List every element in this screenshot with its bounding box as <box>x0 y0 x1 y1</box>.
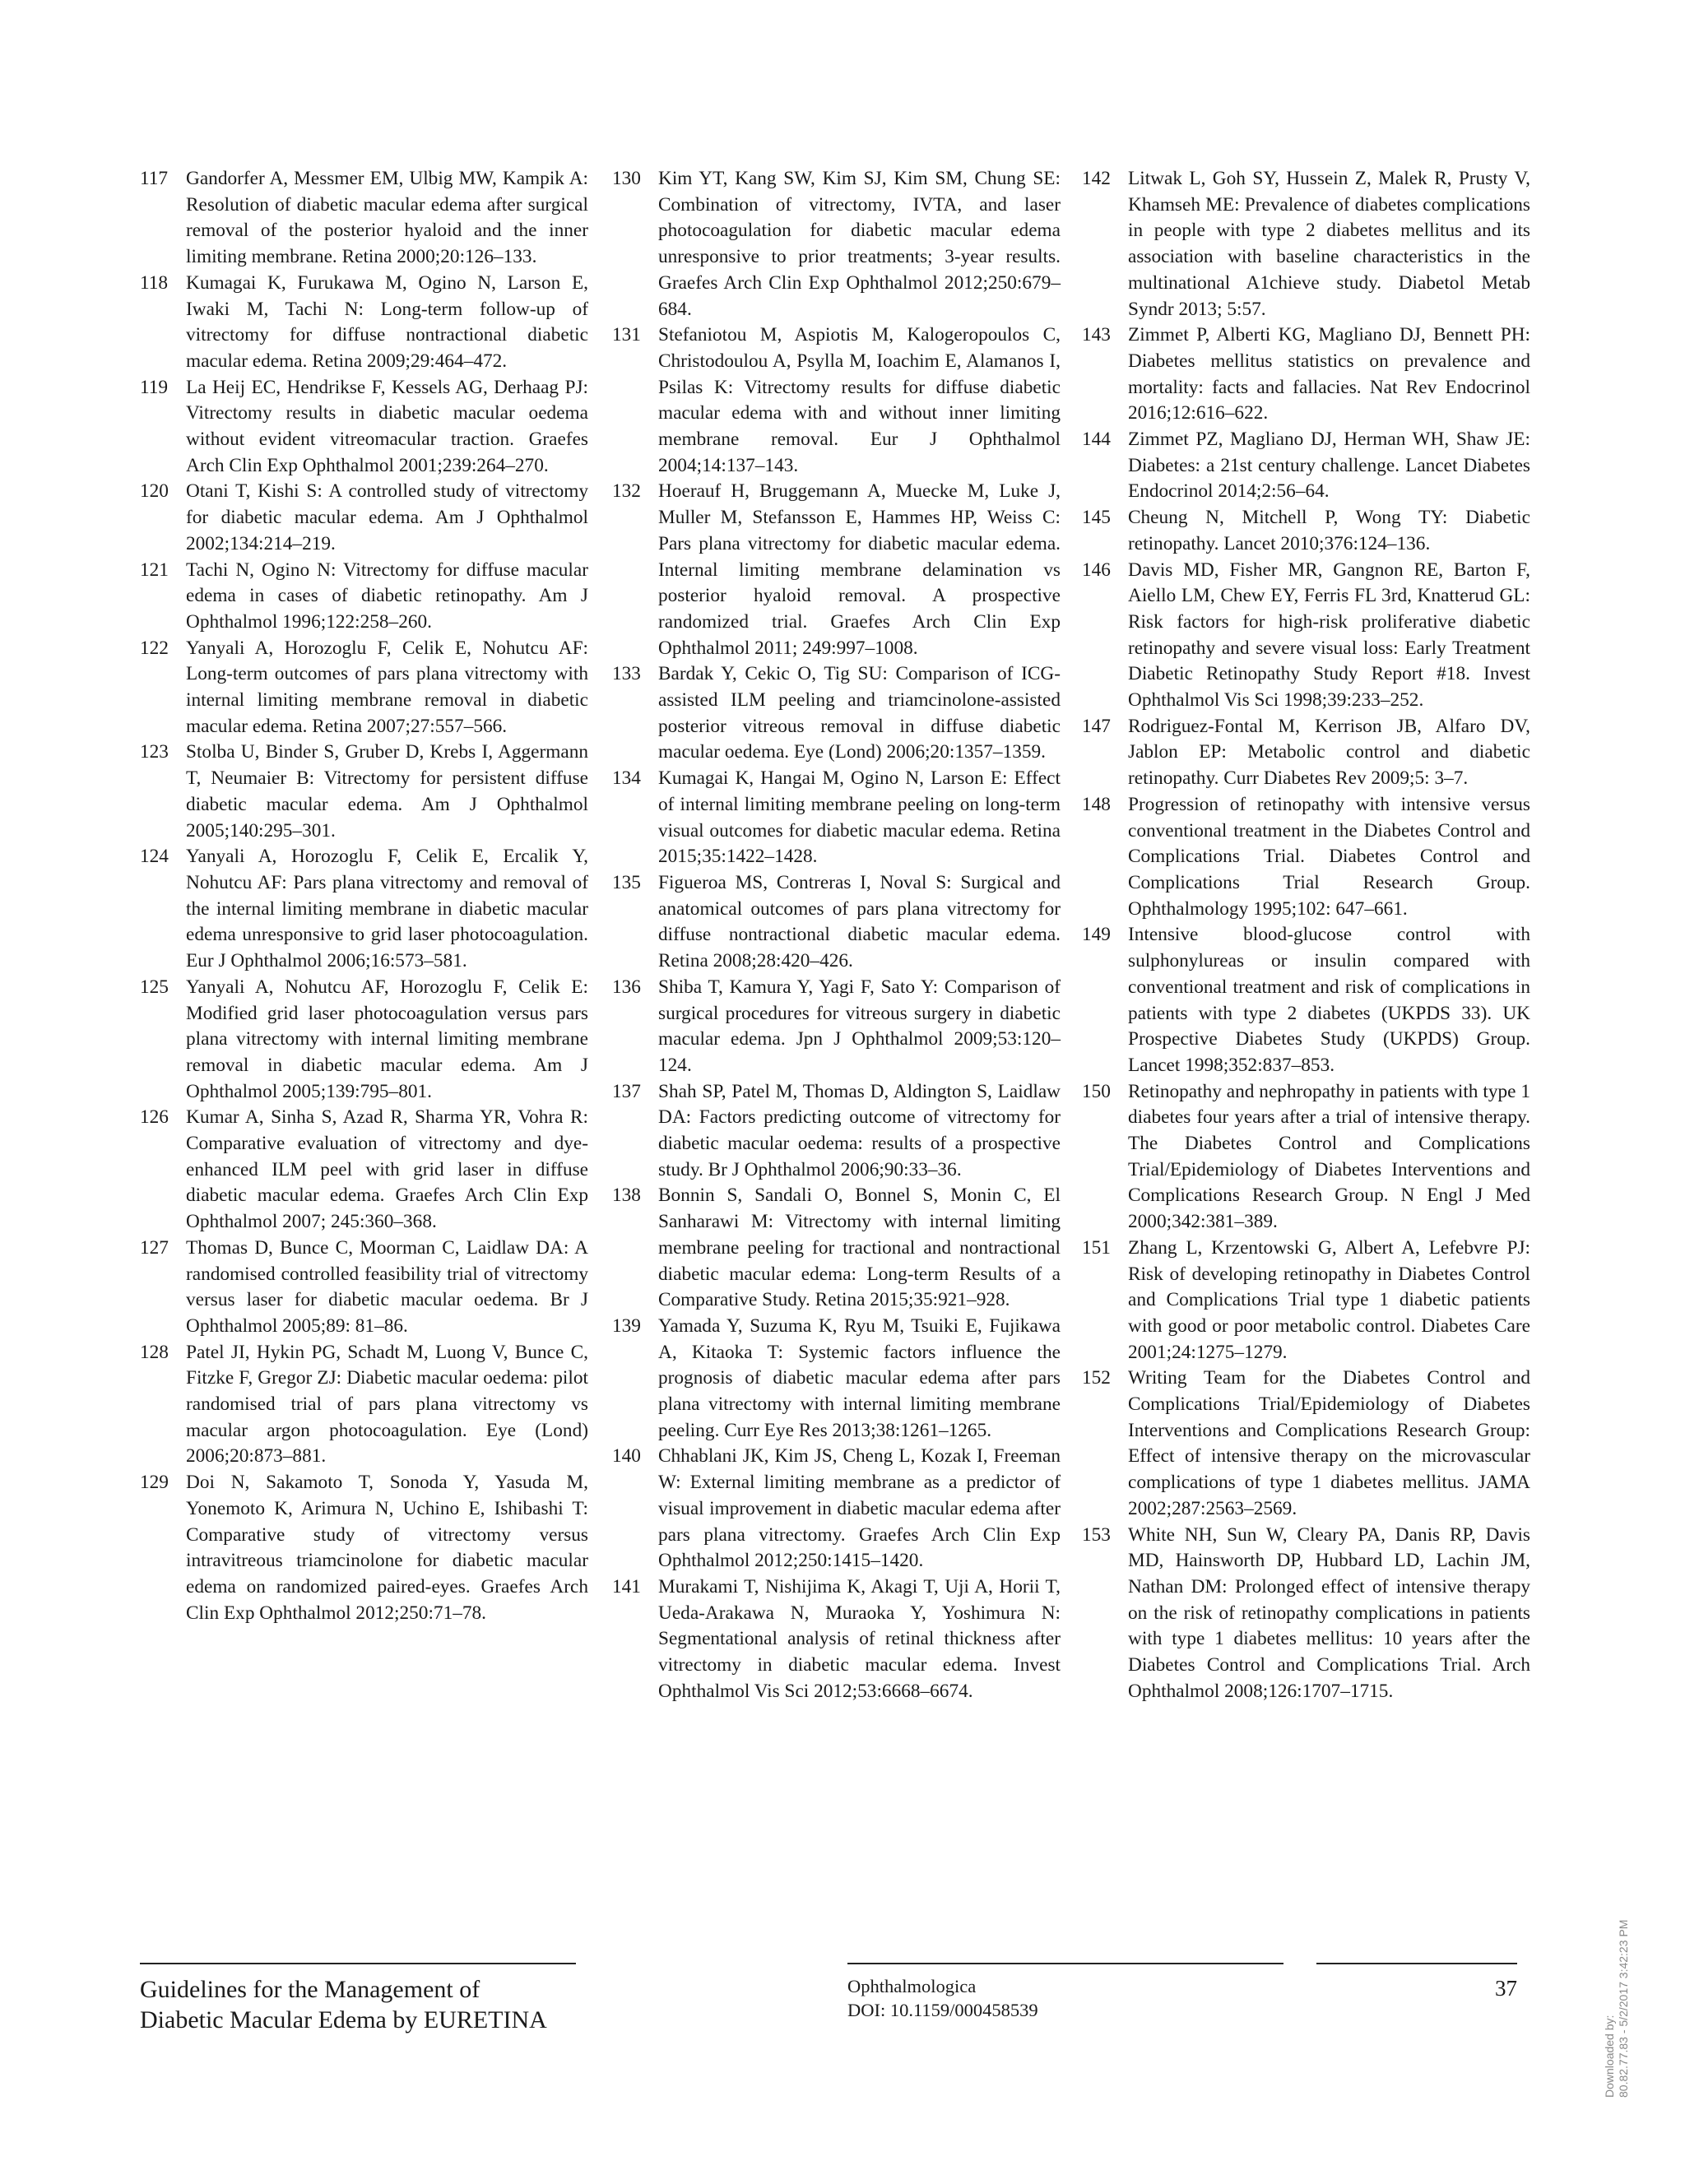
reference-text: Bardak Y, Cekic O, Tig SU: Comparison of ICG-assisted ILM peeling and triamcinolone-assisted posterior vitreous removal in diffuse diabetic macular oedema. Eye (Lond) 2006;20:1357–1359. <box>658 663 1061 763</box>
reference-number: 128 <box>140 1341 169 1363</box>
reference-item <box>140 1340 588 1471</box>
reference-item <box>1082 322 1530 427</box>
footer-title-line-2: Diabetic Macular Edema by EURETINA <box>140 2006 547 2033</box>
reference-text: Otani T, Kishi S: A controlled study of vitrectomy for diabetic macular edema. Am J Ophthalmol 2002;134:214–219. <box>186 480 588 554</box>
reference-item <box>140 975 588 1106</box>
reference-text: Zhang L, Krzentowski G, Albert A, Lefebvre PJ: Risk of developing retinopathy in Diabetes Control and Complications Trial type 1 diabetic patients with good or poor metabolic control. Diabetes Care 2001;24:1275–1279. <box>1128 1236 1530 1363</box>
reference-item <box>1082 1236 1530 1366</box>
reference-text: Litwak L, Goh SY, Hussein Z, Malek R, Prusty V, Khamseh ME: Prevalence of diabetes complications in people with type 2 diabetes mellitus and its association with baseline characteristics in the multinational A1chieve study. Diabetol Metab Syndr 2013; 5:57. <box>1128 168 1530 320</box>
footer-title-line-1: Guidelines for the Management of <box>140 1976 480 2003</box>
reference-number: 124 <box>140 846 169 868</box>
reference-item <box>1082 922 1530 1078</box>
doi: DOI: 10.1159/000458539 <box>847 2000 1038 2020</box>
reference-item <box>140 479 588 557</box>
reference-number: 122 <box>140 637 169 659</box>
reference-text: Kumagai K, Furukawa M, Ogino N, Larson E, Iwaki M, Tachi N: Long-term follow-up of vitrectomy for diffuse nontractional diabetic macular edema. Retina 2009;29:464–472. <box>186 271 588 372</box>
reference-item <box>612 479 1061 661</box>
reference-text: Stolba U, Binder S, Gruber D, Krebs I, Aggermann T, Neumaier B: Vitrectomy for persistent diffuse diabetic macular edema. Am J Ophthalmol 2005;140:295–301. <box>186 741 588 842</box>
reference-text: Yamada Y, Suzuma K, Ryu M, Tsuiki E, Fujikawa A, Kitaoka T: Systemic factors influence the prognosis of diabetic macular edema after pars plana vitrectomy with internal limiting membrane peeling. Curr Eye Res 2013;38:1261–1265. <box>658 1315 1061 1441</box>
reference-item <box>612 1444 1061 1574</box>
reference-number: 146 <box>1082 559 1111 581</box>
reference-item <box>1082 505 1530 557</box>
reference-number: 120 <box>140 480 169 503</box>
reference-text: Yanyali A, Horozoglu F, Celik E, Ercalik Y, Nohutcu AF: Pars plana vitrectomy and removal of the internal limiting membrane in diabetic macular edema unresponsive to grid laser photocoagulation. Eur J Ophthalmol 2006;16:573–581. <box>186 846 588 972</box>
reference-number: 121 <box>140 559 169 581</box>
reference-number: 131 <box>612 324 641 346</box>
reference-item <box>1082 1079 1530 1236</box>
reference-text: Shiba T, Kamura Y, Yagi F, Sato Y: Comparison of surgical procedures for vitreous surgery in diabetic macular edema. Jpn J Ophthalmol 2009;53:120–124. <box>658 976 1061 1076</box>
references-column-2 <box>612 166 1061 1704</box>
reference-item <box>140 271 588 375</box>
reference-text: Retinopathy and nephropathy in patients with type 1 diabetes four years after a trial of intensive therapy. The Diabetes Control and Complications Trial/Epidemiology of Diabetes Interventions and Complications Research Group. N Engl J Med 2000;342:381–389. <box>1128 1080 1530 1233</box>
reference-item <box>612 166 1061 322</box>
reference-number: 134 <box>612 767 641 790</box>
reference-item <box>612 870 1061 975</box>
reference-number: 136 <box>612 976 641 998</box>
reference-item <box>1082 714 1530 792</box>
reference-item <box>1082 1366 1530 1522</box>
reference-text: Bonnin S, Sandali O, Bonnel S, Monin C, El Sanharawi M: Vitrectomy with internal limiting membrane peeling for tractional and nontractional diabetic macular edema: Long-term Results of a Comparative Study. Retina 2015;35:921–928. <box>658 1185 1061 1311</box>
reference-number: 118 <box>140 271 169 294</box>
reference-item <box>612 1314 1061 1444</box>
reference-item <box>140 1105 588 1236</box>
reference-item <box>612 1574 1061 1705</box>
reference-item <box>612 661 1061 766</box>
reference-text: Patel JI, Hykin PG, Schadt M, Luong V, Bunce C, Fitzke F, Gregor ZJ: Diabetic macular oedema: pilot randomised trial of pars plana vitrectomy vs macular argon photocoagulation. Eye (Lond) 2006;20:873–881. <box>186 1341 588 1468</box>
footer-rule-right <box>1316 1963 1517 1964</box>
reference-item <box>612 322 1061 479</box>
reference-text: Hoerauf H, Bruggemann A, Muecke M, Luke J, Muller M, Stefansson E, Hammes HP, Weiss C: Pars plana vitrectomy for diabetic macular edema. Internal limiting membrane delamination vs posterior hyaloid removal. A prospective randomized trial. Graefes Arch Clin Exp Ophthalmol 2011; 249:997–1008. <box>658 480 1061 659</box>
reference-item <box>140 844 588 975</box>
reference-text: Yanyali A, Horozoglu F, Celik E, Nohutcu AF: Long-term outcomes of pars plana vitrectomy with internal limiting membrane removal in diabetic macular edema. Retina 2007;27:557–566. <box>186 637 588 737</box>
page-number: 37 <box>1495 1976 1517 2001</box>
footer-rule-left <box>140 1963 576 1964</box>
reference-item <box>140 558 588 636</box>
reference-number: 141 <box>612 1575 641 1597</box>
reference-text: Cheung N, Mitchell P, Wong TY: Diabetic retinopathy. Lancet 2010;376:124–136. <box>1128 507 1530 554</box>
reference-number: 125 <box>140 976 169 998</box>
reference-number: 132 <box>612 480 641 503</box>
download-watermark <box>1603 1920 1631 2098</box>
reference-number: 150 <box>1082 1080 1111 1102</box>
reference-number: 133 <box>612 663 641 685</box>
reference-text: Progression of retinopathy with intensive versus conventional treatment in the Diabetes Control and Complications Trial. Diabetes Control and Complications Trial Research Group. Ophthalmology 1995;102: 647–661. <box>1128 793 1530 920</box>
reference-number: 151 <box>1082 1236 1111 1259</box>
references-column-1 <box>140 166 588 1626</box>
reference-item <box>140 166 588 271</box>
references-column-3 <box>1082 166 1530 1704</box>
footer-article-title <box>140 1974 547 2035</box>
footer-rule-middle <box>847 1963 1283 1964</box>
reference-text: Kumar A, Sinha S, Azad R, Sharma YR, Vohra R: Comparative evaluation of vitrectomy and dye-enhanced ILM peel with grid laser in diffuse diabetic macular edema. Graefes Arch Clin Exp Ophthalmol 2007; 245:360–368. <box>186 1106 588 1233</box>
reference-text: Intensive blood-glucose control with sulphonylureas or insulin compared with conventional treatment and risk of complications in patients with type 2 diabetes (UKPDS 33). UK Prospective Diabetes Study (UKPDS) Group. Lancet 1998;352:837–853. <box>1128 924 1530 1076</box>
reference-text: Stefaniotou M, Aspiotis M, Kalogeropoulos C, Christodoulou A, Psylla M, Ioachim E, Alamanos I, Psilas K: Vitrectomy results for diffuse diabetic macular edema with and without inner limiting membrane removal. Eur J Ophthalmol 2004;14:137–143. <box>658 324 1061 476</box>
reference-text: Kumagai K, Hangai M, Ogino N, Larson E: Effect of internal limiting membrane peeling on long-term visual outcomes for diabetic macular edema. Retina 2015;35:1422–1428. <box>658 767 1061 868</box>
reference-number: 119 <box>140 376 169 398</box>
reference-number: 126 <box>140 1106 169 1129</box>
reference-text: White NH, Sun W, Cleary PA, Danis RP, Davis MD, Hainsworth DP, Hubbard LD, Lachin JM, Nathan DM: Prolonged effect of intensive therapy on the risk of retinopathy complications in patients with type 1 diabetes mellitus: 10 years after the Diabetes Control and Complications Trial. Arch Ophthalmol 2008;126:1707–1715. <box>1128 1523 1530 1702</box>
reference-number: 142 <box>1082 168 1111 189</box>
reference-number: 148 <box>1082 793 1111 815</box>
reference-text: Davis MD, Fisher MR, Gangnon RE, Barton F, Aiello LM, Chew EY, Ferris FL 3rd, Knatterud GL: Risk factors for high-risk proliferative diabetic retinopathy and severe visual loss: Early Treatment Diabetic Retinopathy Study Report #18. Invest Ophthalmol Vis Sci 1998;39:233–252. <box>1128 559 1530 712</box>
reference-item <box>1082 792 1530 923</box>
reference-number: 137 <box>612 1080 641 1102</box>
reference-number: 139 <box>612 1315 641 1337</box>
reference-number: 149 <box>1082 924 1111 946</box>
reference-number: 140 <box>612 1445 641 1468</box>
reference-text: La Heij EC, Hendrikse F, Kessels AG, Derhaag PJ: Vitrectomy results in diabetic macular oedema without evident vitreomacular traction. Graefes Arch Clin Exp Ophthalmol 2001;239:264–270. <box>186 376 588 476</box>
reference-text: Doi N, Sakamoto T, Sonoda Y, Yasuda M, Yonemoto K, Arimura N, Uchino E, Ishibashi T: Comparative study of vitrectomy versus intravitreous triamcinolone for diabetic macular edema on randomized paired-eyes. Graefes Arch Clin Exp Ophthalmol 2012;250:71–78. <box>186 1472 588 1624</box>
reference-number: 135 <box>612 871 641 893</box>
reference-item <box>1082 166 1530 322</box>
reference-text: Yanyali A, Nohutcu AF, Horozoglu F, Celik E: Modified grid laser photocoagulation versus pars plana vitrectomy with internal limiting membrane removal in diabetic macular edema. Am J Ophthalmol 2005;139:795–801. <box>186 976 588 1102</box>
reference-number: 144 <box>1082 429 1111 451</box>
reference-number: 127 <box>140 1236 169 1259</box>
reference-number: 143 <box>1082 324 1111 346</box>
reference-item <box>612 975 1061 1079</box>
reference-number: 123 <box>140 741 169 763</box>
reference-text: Tachi N, Ogino N: Vitrectomy for diffuse macular edema in cases of diabetic retinopathy. Am J Ophthalmol 1996;122:258–260. <box>186 559 588 633</box>
reference-text: Thomas D, Bunce C, Moorman C, Laidlaw DA: A randomised controlled feasibility trial of vitrectomy versus laser for diabetic macular oedema. Br J Ophthalmol 2005;89: 81–86. <box>186 1236 588 1337</box>
reference-text: Gandorfer A, Messmer EM, Ulbig MW, Kampik A: Resolution of diabetic macular edema after surgical removal of the posterior hyaloid and the inner limiting membrane. Retina 2000;20:126–133. <box>186 168 588 268</box>
reference-item <box>1082 1523 1530 1705</box>
reference-number: 117 <box>140 168 169 189</box>
reference-item <box>140 740 588 844</box>
journal-name: Ophthalmologica <box>847 1976 977 1996</box>
reference-number: 147 <box>1082 715 1111 737</box>
watermark-line-2: 80.82.77.83 - 5/2/2017 3:42:23 PM <box>1617 1919 1630 2098</box>
reference-number: 138 <box>612 1185 641 1207</box>
reference-number: 130 <box>612 168 641 189</box>
reference-number: 153 <box>1082 1523 1111 1546</box>
reference-item <box>140 1236 588 1340</box>
reference-item <box>612 1183 1061 1314</box>
reference-text: Rodriguez-Fontal M, Kerrison JB, Alfaro DV, Jablon EP: Metabolic control and diabetic retinopathy. Curr Diabetes Rev 2009;5: 3–7. <box>1128 715 1530 790</box>
reference-text: Zimmet P, Alberti KG, Magliano DJ, Bennett PH: Diabetes mellitus statistics on prevalence and mortality: facts and fallacies. Nat Rev Endocrinol 2016;12:616–622. <box>1128 324 1530 424</box>
reference-text: Kim YT, Kang SW, Kim SJ, Kim SM, Chung SE: Combination of vitrectomy, IVTA, and laser photocoagulation for diabetic macular edema unresponsive to prior treatments; 3-year results. Graefes Arch Clin Exp Ophthalmol 2012;250:679–684. <box>658 168 1061 320</box>
reference-number: 145 <box>1082 507 1111 529</box>
reference-text: Murakami T, Nishijima K, Akagi T, Uji A, Horii T, Ueda-Arakawa N, Muraoka Y, Yoshimura N: Segmentational analysis of retinal thickness after vitrectomy in diabetic macular edema. Invest Ophthalmol Vis Sci 2012;53:6668–6674. <box>658 1575 1061 1702</box>
reference-number: 129 <box>140 1472 169 1494</box>
reference-text: Writing Team for the Diabetes Control and Complications Trial/Epidemiology of Diabetes Interventions and Complications Research Group: Effect of intensive therapy on the microvascular complications of type 1 diabetes mellitus. JAMA 2002;287:2563–2569. <box>1128 1367 1530 1519</box>
reference-item <box>612 766 1061 870</box>
reference-item <box>140 636 588 740</box>
reference-item <box>140 375 588 480</box>
reference-text: Shah SP, Patel M, Thomas D, Aldington S, Laidlaw DA: Factors predicting outcome of vitrectomy for diabetic macular oedema: results of a prospective study. Br J Ophthalmol 2006;90:33–36. <box>658 1080 1061 1180</box>
reference-text: Zimmet PZ, Magliano DJ, Herman WH, Shaw JE: Diabetes: a 21st century challenge. Lancet Diabetes Endocrinol 2014;2:56–64. <box>1128 429 1530 503</box>
reference-text: Figueroa MS, Contreras I, Noval S: Surgical and anatomical outcomes of pars plana vitrectomy for diffuse nontractional diabetic macular edema. Retina 2008;28:420–426. <box>658 871 1061 972</box>
watermark-line-1: Downloaded by: <box>1603 2015 1616 2098</box>
reference-item <box>140 1470 588 1626</box>
footer-journal-info <box>847 1974 1038 2022</box>
reference-item <box>612 1079 1061 1184</box>
reference-number: 152 <box>1082 1367 1111 1389</box>
reference-item <box>1082 558 1530 714</box>
reference-item <box>1082 427 1530 505</box>
reference-text: Chhablani JK, Kim JS, Cheng L, Kozak I, Freeman W: External limiting membrane as a predictor of visual improvement in diabetic macular edema after pars plana vitrectomy. Graefes Arch Clin Exp Ophthalmol 2012;250:1415–1420. <box>658 1445 1061 1572</box>
